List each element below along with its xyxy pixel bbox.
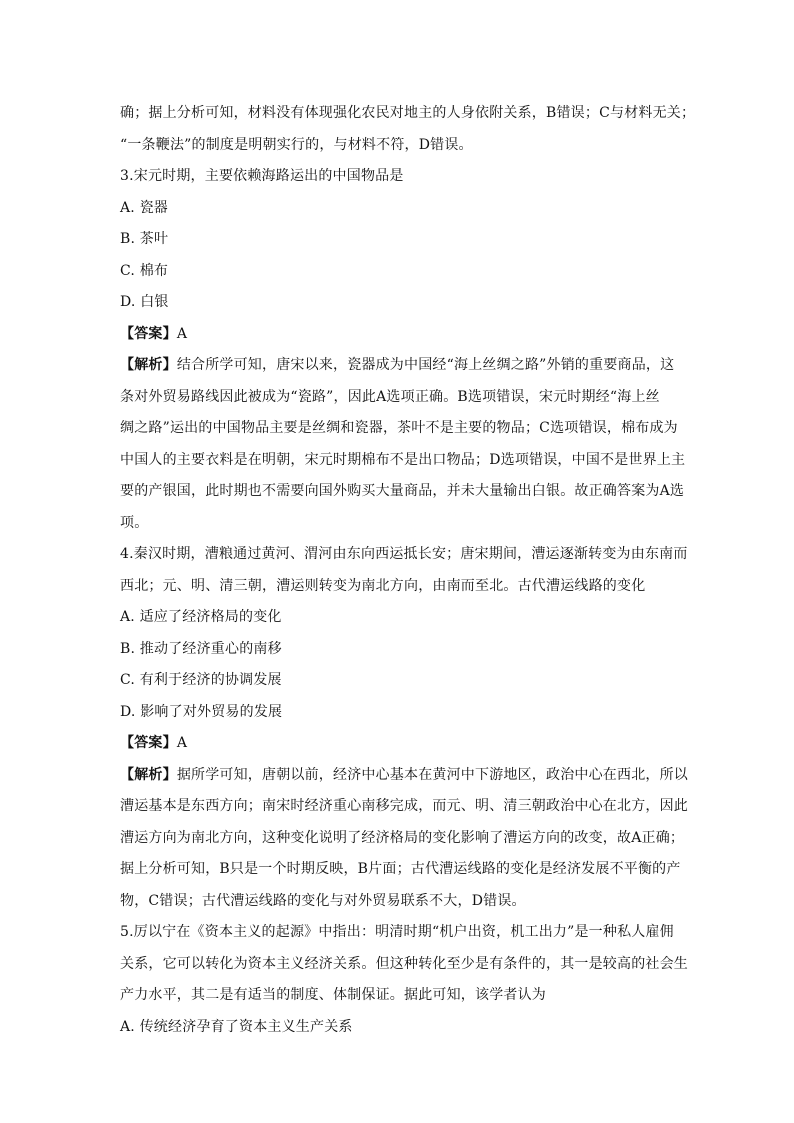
line-text: A bbox=[176, 325, 188, 342]
line-text: 要的产银国，此时期也不需要向国外购买大量商品，并未大量输出白银。故正确答案为A选 bbox=[120, 483, 685, 499]
line-text: 条对外贸易路线因此被成为“瓷路”，因此A选项正确。B选项错误，宋元时期经“海上丝 bbox=[120, 388, 660, 405]
answer-tag: 【答案】 bbox=[120, 735, 177, 751]
answer-tag: 【答案】 bbox=[120, 325, 177, 342]
line-text: A bbox=[176, 735, 188, 751]
answer-option bbox=[120, 224, 680, 256]
question-stem bbox=[120, 161, 680, 193]
text-line bbox=[120, 130, 680, 162]
line-text: 漕运基本是东西方向；南宋时经济重心南移完成，而元、明、清三朝政治中心在北方，因此 bbox=[120, 798, 688, 814]
answer-option bbox=[120, 193, 680, 225]
line-text: “一条鞭法”的制度是明朝实行的，与材料不符，D错误。 bbox=[120, 136, 473, 153]
text-line bbox=[120, 413, 680, 445]
question-stem bbox=[120, 539, 688, 571]
answer-option bbox=[120, 287, 680, 319]
answer-option bbox=[120, 1012, 680, 1044]
line-text: B. 茶叶 bbox=[120, 231, 169, 247]
answer-option bbox=[120, 634, 680, 666]
text-line bbox=[120, 791, 688, 823]
line-text: C. 有利于经济的协调发展 bbox=[120, 672, 282, 688]
line-text: 关系，它可以转化为资本主义经济关系。但这种转化至少是有条件的，其一是较高的社会生 bbox=[120, 955, 688, 972]
line-text: 西北；元、明、清三朝，漕运则转变为南北方向，由南而至北。古代漕运线路的变化 bbox=[120, 577, 646, 594]
analysis-tag: 【解析】 bbox=[120, 766, 177, 783]
analysis-line bbox=[120, 760, 689, 792]
line-text: 据所学可知，唐朝以前，经济中心基本在黄河中下游地区，政治中心在西北，所以 bbox=[176, 766, 689, 783]
line-text: A. 传统经济孕育了资本主义生产关系 bbox=[120, 1018, 353, 1035]
line-text: D. 影响了对外贸易的发展 bbox=[120, 703, 283, 720]
line-text: A. 瓷器 bbox=[120, 199, 169, 216]
line-text: C. 棉布 bbox=[120, 262, 169, 279]
text-line bbox=[120, 476, 685, 508]
text-line bbox=[120, 823, 685, 855]
line-text: B. 推动了经济重心的南移 bbox=[120, 640, 282, 657]
line-text: 结合所学可知，唐宋以来，瓷器成为中国经“海上丝绸之路”外销的重要商品，这 bbox=[176, 357, 675, 373]
text-line bbox=[120, 445, 686, 477]
text-line bbox=[120, 98, 696, 130]
text-line bbox=[120, 854, 680, 886]
analysis-line bbox=[120, 350, 680, 382]
line-text: D. 白银 bbox=[120, 294, 169, 310]
line-text: 确；据上分析可知，材料没有体现强化农民对地主的人身依附关系，B错误；C与材料无关； bbox=[120, 105, 696, 121]
line-text: 5.厉以宁在《资本主义的起源》中指出：明清时期“机户出资，机工出力”是一种私人雇佣 bbox=[120, 924, 674, 940]
line-text: 绸之路”运出的中国物品主要是丝绸和瓷器，茶叶不是主要的物品；C选项错误，棉布成为 bbox=[120, 420, 678, 436]
line-text: A. 适应了经济格局的变化 bbox=[120, 609, 282, 625]
line-text: 漕运方向为南北方向，这种变化说明了经济格局的变化影响了漕运方向的改变，故A正确； bbox=[120, 829, 685, 846]
line-text: 据上分析可知，B只是一个时期反映，B片面；古代漕运线路的变化是经济发展不平衡的产 bbox=[120, 861, 681, 877]
answer-option bbox=[120, 697, 680, 729]
answer-line bbox=[120, 728, 680, 760]
text-line bbox=[120, 571, 680, 603]
line-text: 产力水平，其二是有适当的制度、体制保证。据此可知，该学者认为 bbox=[120, 987, 546, 1003]
line-text: 4.秦汉时期，漕粮通过黄河、渭河由东向西运抵长安；唐宋期间，漕运逐渐转变为由东南而 bbox=[120, 546, 688, 562]
document-page bbox=[120, 98, 696, 1043]
line-text: 项。 bbox=[120, 514, 149, 531]
text-line bbox=[120, 382, 680, 414]
answer-option bbox=[120, 602, 680, 634]
text-line bbox=[120, 980, 680, 1012]
analysis-tag: 【解析】 bbox=[120, 357, 177, 373]
text-line bbox=[120, 508, 680, 540]
answer-option bbox=[120, 665, 680, 697]
line-text: 物，C错误；古代漕运线路的变化与对外贸易联系不大，D错误。 bbox=[120, 892, 526, 909]
answer-option bbox=[120, 256, 680, 288]
line-text: 中国人的主要衣料是在明朝，宋元时期棉布不是出口物品；D选项错误，中国不是世界上主 bbox=[120, 451, 686, 468]
answer-line bbox=[120, 319, 680, 351]
question-stem bbox=[120, 917, 680, 949]
text-line bbox=[120, 949, 688, 981]
text-line bbox=[120, 886, 680, 918]
line-text: 3.宋元时期，主要依赖海路运出的中国物品是 bbox=[120, 168, 404, 184]
